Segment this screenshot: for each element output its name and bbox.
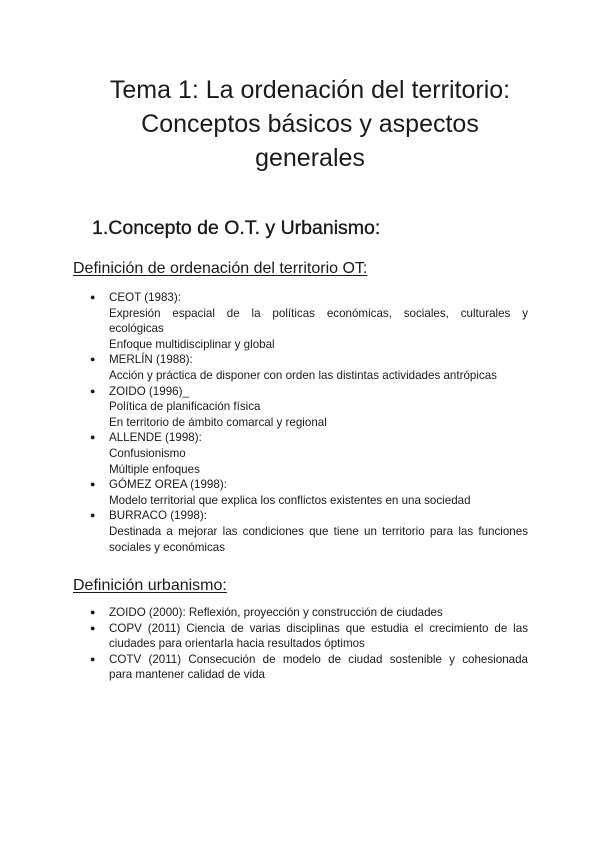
item-author: MERLÍN (1988): — [109, 353, 193, 367]
item-author: BURRACO (1998): — [109, 509, 207, 523]
item-line: Modelo territorial que explica los conflictos existentes en una sociedad — [109, 493, 471, 507]
bullet-icon: ● — [90, 510, 96, 521]
bullet-icon: ● — [90, 432, 96, 443]
list-item — [0, 605, 528, 621]
item-line: Destinada a mejorar las condiciones que tiene un territorio para las funciones — [109, 524, 528, 538]
document-title — [60, 73, 560, 175]
item-line: En territorio de ámbito comarcal y regional — [109, 415, 327, 429]
item-line: Política de planificación física — [109, 400, 261, 414]
item-author: ZOIDO (1996)_ — [109, 384, 189, 398]
section-heading: 1.Concepto de O.T. y Urbanismo: — [92, 217, 381, 239]
ordenacion-list — [0, 290, 600, 555]
bullet-icon: ● — [90, 607, 96, 617]
urbanismo-heading: Definición urbanismo: — [73, 577, 227, 594]
title-line-1: Tema 1: La ordenación del territorio: — [109, 76, 511, 104]
item-line: Enfoque multidisciplinar y global — [109, 337, 275, 351]
item-line: Acción y práctica de disponer con orden las distintas actividades antrópicas — [109, 368, 497, 382]
list-item — [0, 352, 528, 383]
bullet-icon: ● — [90, 479, 96, 490]
bullet-icon: ● — [90, 354, 96, 365]
item-line: Expresión espacial de la políticas económicas, sociales, culturales y — [109, 306, 528, 320]
item-author: ALLENDE (1998): — [109, 431, 202, 445]
bullet-icon: ● — [90, 622, 96, 633]
item-line: Confusionismo — [109, 446, 186, 460]
item-line: COTV (2011) Consecución de modelo de ciudad sostenible y cohesionada — [109, 652, 528, 666]
title-line-2: Conceptos básicos y aspectos — [141, 110, 479, 138]
list-item — [0, 477, 528, 508]
list-item — [0, 430, 528, 477]
item-line: ecológicas — [109, 322, 164, 336]
list-item — [0, 621, 528, 652]
item-line: sociales y económicas — [109, 540, 225, 554]
item-line: ciudades para orientarla hacia resultados óptimos — [109, 637, 365, 651]
list-item — [0, 290, 528, 352]
item-author: CEOT (1983): — [109, 291, 181, 304]
item-line: COPV (2011) Ciencia de varias disciplinas que estudia el crecimiento de las — [109, 621, 528, 635]
list-item — [0, 508, 528, 555]
list-item — [0, 384, 528, 431]
item-line: para mantener calidad de vida — [109, 668, 265, 682]
item-line: Múltiple enfoques — [109, 462, 200, 476]
bullet-icon: ● — [90, 653, 96, 664]
list-item — [0, 652, 528, 683]
bullet-icon: ● — [90, 385, 96, 396]
item-author: GÓMEZ OREA (1998): — [109, 478, 227, 492]
item-line: ZOIDO (2000): Reflexión, proyección y construcción de ciudades — [109, 606, 443, 619]
urbanismo-list — [0, 605, 600, 683]
title-line-3: generales — [255, 144, 365, 172]
ordenacion-heading: Definición de ordenación del territorio OT: — [73, 260, 368, 277]
bullet-icon: ● — [90, 292, 96, 302]
